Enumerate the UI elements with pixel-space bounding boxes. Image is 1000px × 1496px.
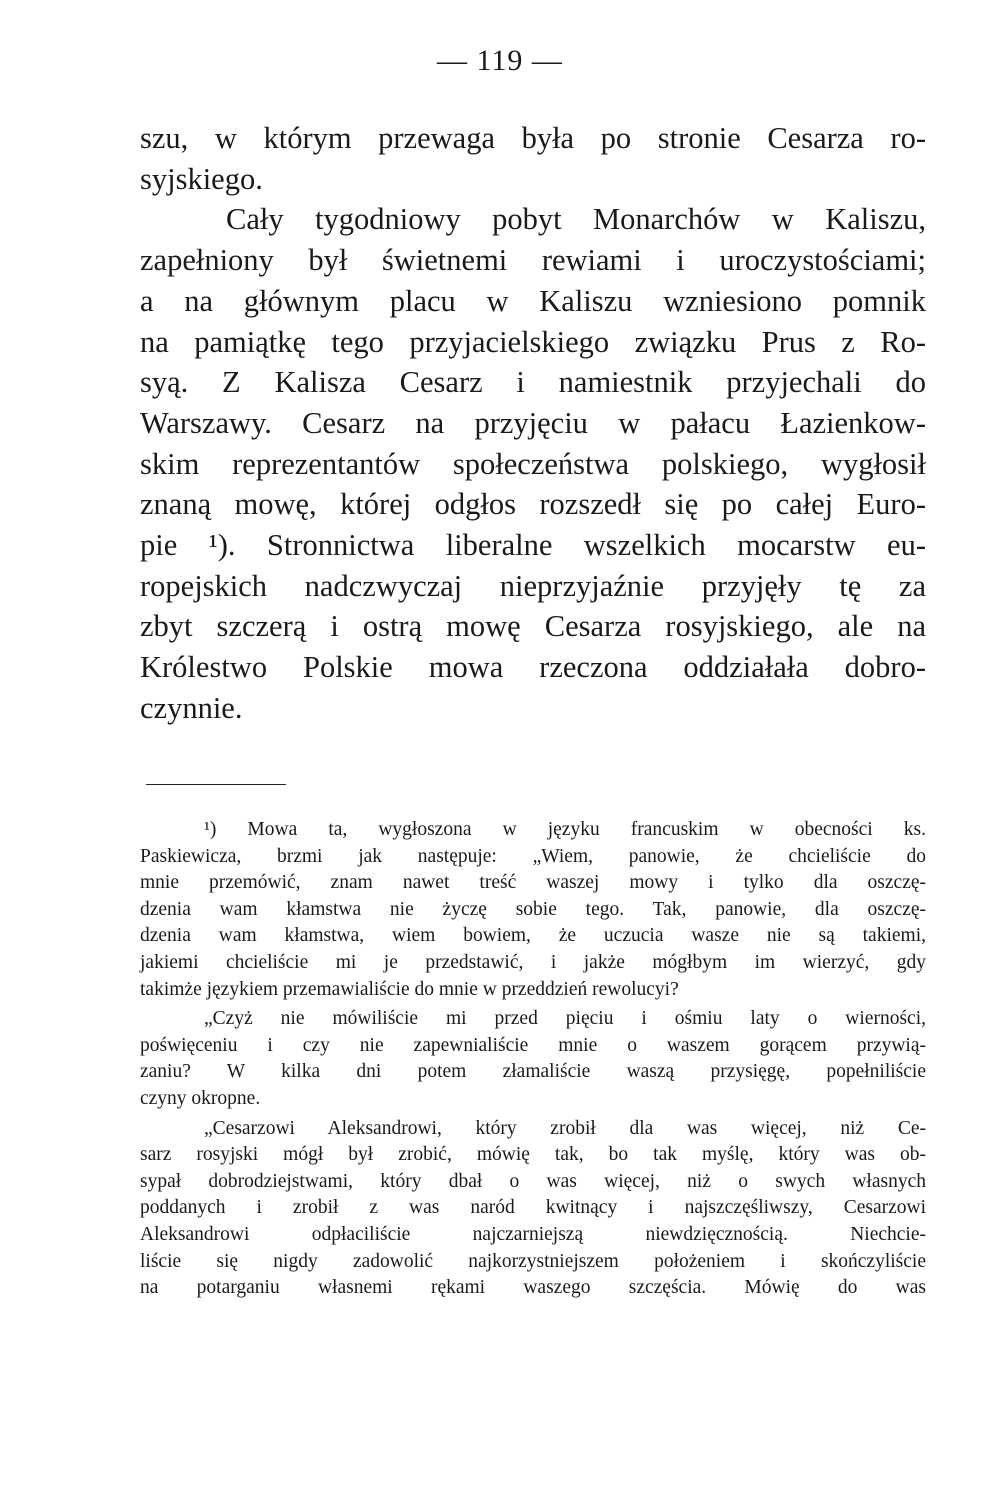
footnote-divider bbox=[146, 784, 286, 785]
footnote-line: ¹) Mowa ta, wygłoszona w języku francuskim w obecności ks. bbox=[204, 819, 926, 840]
footnote-line: „Cesarzowi Aleksandrowi, który zrobił dla was więcej, niż Ce- bbox=[204, 1117, 926, 1139]
footnote-line: Aleksandrowi odpłaciliście najczarniejszą niewdzięcznością. Niechcie- bbox=[140, 1223, 926, 1245]
body-line: Cały tygodniowy pobyt Monarchów w Kaliszu, bbox=[226, 202, 926, 237]
body-line: ropejskich nadczwyczaj nieprzyjaźnie przyjęły tę za bbox=[140, 568, 926, 603]
footnote-line: poświęceniu i czy nie zapewnialiście mnie o waszem gorącem przywią- bbox=[140, 1034, 926, 1056]
footnote-line: dzenia wam kłamstwa, wiem bowiem, że uczucia wasze nie są takiemi, bbox=[140, 925, 926, 947]
body-line: pie ¹). Stronnictwa liberalne wszelkich mocarstw eu- bbox=[140, 528, 926, 563]
footnote-line: mnie przemówić, znam nawet treść waszej mowy i tylko dla oszczę- bbox=[140, 872, 926, 894]
footnote-line: czyny okropne. bbox=[140, 1087, 261, 1109]
body-line: a na głównym placu w Kaliszu wzniesiono pomnik bbox=[140, 283, 926, 318]
footnote-line: sypał dobrodziejstwami, który dbał o was więcej, niż o swych własnych bbox=[140, 1170, 926, 1192]
footnote-line: liście się nigdy zadowolić najkorzystniejszem położeniem i skończyliście bbox=[140, 1250, 926, 1272]
footnote-paragraph bbox=[140, 1006, 926, 1112]
body-line: na pamiątkę tego przyjacielskiego związku Prus z Ro- bbox=[140, 324, 926, 359]
body-line: Warszawy. Cesarz na przyjęciu w pałacu Łazienkow- bbox=[140, 405, 926, 440]
footnotes bbox=[140, 817, 926, 1302]
footnote-line: jakiemi chcieliście mi je przedstawić, i jakże mógłbym im wierzyć, gdy bbox=[140, 951, 926, 973]
body-text bbox=[140, 118, 926, 729]
body-line: syą. Z Kalisza Cesarz i namiestnik przyjechali do bbox=[140, 365, 926, 400]
footnote-line: Paskiewicza, brzmi jak następuje: „Wiem, panowie, że chcieliście do bbox=[140, 845, 926, 867]
footnote-line: poddanych i zrobił z was naród kwitnący i najszczęśliwszy, Cesarzowi bbox=[140, 1197, 926, 1219]
footnote-line: takimże językiem przemawialiście do mnie w przeddzień rewolucyi? bbox=[140, 978, 679, 1000]
body-line: Królestwo Polskie mowa rzeczona oddziałała dobro- bbox=[140, 650, 926, 685]
page-number: — 119 — bbox=[437, 44, 563, 77]
footnote-line: na potarganiu własnemi rękami waszego szczęścia. Mówię do was bbox=[140, 1277, 926, 1299]
footnote-line: dzenia wam kłamstwa nie życzę sobie tego. Tak, panowie, dla oszczę- bbox=[140, 898, 926, 920]
body-line: szu, w którym przewaga była po stronie Cesarza ro- bbox=[140, 121, 926, 155]
footnote-paragraph bbox=[140, 1116, 926, 1302]
footnote-paragraph bbox=[140, 817, 926, 1003]
body-line: syjskiego. bbox=[140, 161, 263, 196]
body-line: zbyt szczerą i ostrą mowę Cesarza rosyjskiego, ale na bbox=[140, 609, 926, 644]
body-line: czynnie. bbox=[140, 690, 243, 725]
body-line: zapełniony był świetnemi rewiami i uroczystościami; bbox=[140, 243, 926, 278]
footnote-line: sarz rosyjski mógł był zrobić, mówię tak, bo tak myślę, który was ob- bbox=[140, 1144, 926, 1166]
footnote-line: zaniu? W kilka dni potem złamaliście waszą przysięgę, popełniliście bbox=[140, 1061, 926, 1083]
body-line: znaną mowę, której odgłos rozszedł się po całej Euro- bbox=[140, 487, 926, 522]
body-line: skim reprezentantów społeczeństwa polskiego, wygłosił bbox=[140, 446, 926, 481]
footnote-line: „Czyż nie mówiliście mi przed pięciu i ośmiu laty o wierności, bbox=[204, 1008, 926, 1030]
